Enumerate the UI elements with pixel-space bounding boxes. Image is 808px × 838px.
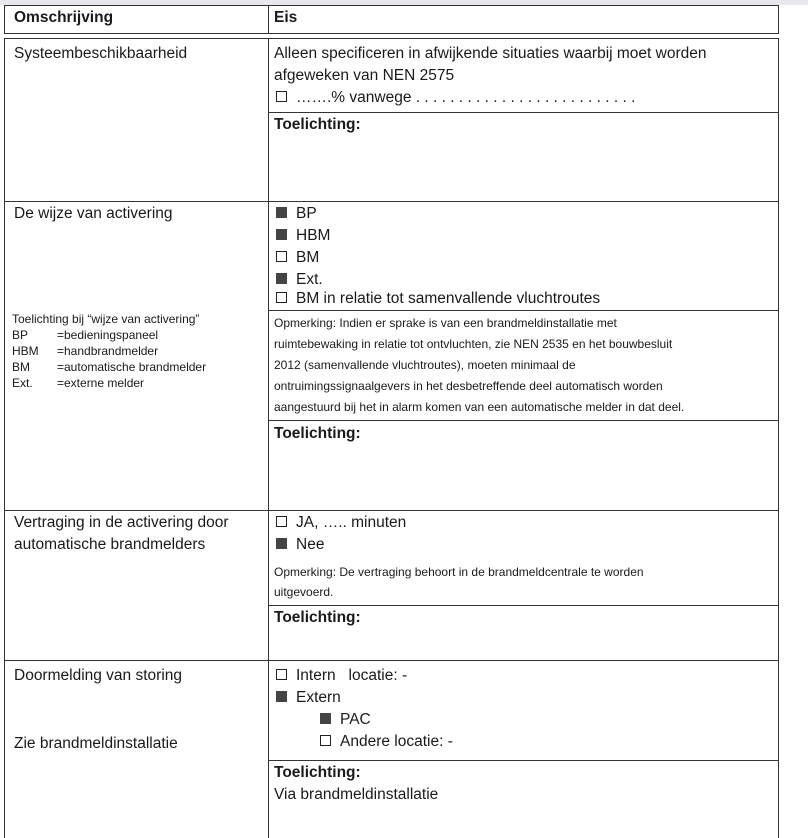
- legend-abbr: BM: [12, 360, 30, 374]
- option-bm-vluchtroutes[interactable]: [276, 288, 600, 310]
- row4-toelichting-text: Via brandmeldinstallatie: [274, 786, 439, 803]
- option-label: JA, ….. minuten: [296, 514, 407, 531]
- opmerking-line: ontruimingssignaalgevers in het desbetreffende deel automatisch worden: [274, 379, 663, 393]
- row3-toelichting-label: Toelichting:: [274, 609, 361, 626]
- option-label: BM: [296, 249, 320, 266]
- header-cell-eis: [268, 5, 779, 34]
- checkbox-empty-icon[interactable]: [320, 735, 331, 746]
- checkbox-empty-icon[interactable]: [276, 251, 287, 262]
- checkbox-checked-icon[interactable]: [276, 229, 287, 240]
- legend-title: Toelichting bij “wijze van activering”: [12, 312, 200, 326]
- legend-item: [12, 360, 206, 376]
- row4-note: Zie brandmeldinstallatie: [14, 735, 178, 752]
- row1-option-label: …….% vanwege . . . . . . . . . . . . . . . . . . . . . . . . . .: [296, 89, 636, 106]
- option-bp[interactable]: [276, 203, 317, 225]
- legend-item: [12, 344, 158, 360]
- checkbox-checked-icon[interactable]: [276, 691, 287, 702]
- row1-toelichting-label: Toelichting:: [274, 116, 361, 133]
- option-label: Intern locatie: -: [296, 667, 408, 684]
- row4-toelichting-label: Toelichting:: [274, 764, 361, 781]
- checkbox-empty-icon[interactable]: [276, 516, 287, 527]
- row2-toelichting-label: Toelichting:: [274, 425, 361, 442]
- opmerking-line: 2012 (samenvallende vluchtroutes), moeten minimaal de: [274, 358, 576, 372]
- legend-def: =bedieningspaneel: [57, 328, 159, 342]
- opmerking-line: uitgevoerd.: [274, 585, 334, 599]
- checkbox-empty-icon[interactable]: [276, 669, 287, 680]
- row1-eis-line1: Alleen specificeren in afwijkende situaties waarbij moet worden: [274, 45, 707, 62]
- option-bm[interactable]: [276, 247, 319, 269]
- header-omschrijving: Omschrijving: [14, 9, 114, 26]
- row1-label: Systeembeschikbaarheid: [14, 45, 188, 62]
- row3-label-line1: Vertraging in de activering door: [14, 514, 229, 531]
- option-label: Nee: [296, 536, 325, 553]
- checkbox-empty-icon[interactable]: [276, 292, 287, 303]
- legend-abbr: BP: [12, 328, 29, 342]
- legend-def: =handbrandmelder: [57, 344, 159, 358]
- option-intern[interactable]: [276, 665, 407, 687]
- header-eis: Eis: [274, 9, 298, 26]
- checkbox-empty-icon[interactable]: [276, 91, 287, 102]
- opmerking-line: Opmerking: De vertraging behoort in de brandmeldcentrale te worden: [274, 565, 644, 579]
- option-nee[interactable]: [276, 534, 324, 556]
- row2-label: De wijze van activering: [14, 205, 173, 222]
- option-label: PAC: [340, 711, 371, 728]
- opmerking-line: aangestuurd bij het in alarm komen van een automatische melder in dat deel.: [274, 400, 685, 414]
- option-label: Ext.: [296, 271, 323, 288]
- option-label: BP: [296, 205, 317, 222]
- legend-item: [12, 328, 158, 344]
- checkbox-checked-icon[interactable]: [276, 207, 287, 218]
- option-ja[interactable]: [276, 512, 406, 534]
- option-label: Andere locatie: -: [340, 733, 453, 750]
- checkbox-checked-icon[interactable]: [276, 273, 287, 284]
- option-hbm[interactable]: [276, 225, 330, 247]
- legend-def: =externe melder: [57, 376, 145, 390]
- checkbox-checked-icon[interactable]: [276, 538, 287, 549]
- checkbox-checked-icon[interactable]: [320, 713, 331, 724]
- option-label: Extern: [296, 689, 341, 706]
- option-label: BM in relatie tot samenvallende vluchtroutes: [296, 290, 601, 307]
- option-pac[interactable]: [320, 709, 371, 731]
- option-extern[interactable]: [276, 687, 341, 709]
- opmerking-line: Opmerking: Indien er sprake is van een brandmeldinstallatie met: [274, 316, 617, 330]
- legend-item: [12, 376, 144, 392]
- row1-eis-line2: afgeweken van NEN 2575: [274, 67, 455, 84]
- row3-label-line2: automatische brandmelders: [14, 536, 206, 553]
- opmerking-line: ruimtebewaking in relatie tot ontvluchten, zie NEN 2535 en het bouwbesluit: [274, 337, 673, 351]
- legend-def: =automatische brandmelder: [57, 360, 207, 374]
- legend-abbr: Ext.: [12, 376, 33, 390]
- legend-abbr: HBM: [12, 344, 39, 358]
- row4-label: Doormelding van storing: [14, 667, 183, 684]
- option-andere-locatie[interactable]: [320, 731, 453, 753]
- option-label: HBM: [296, 227, 331, 244]
- row1-option[interactable]: [276, 87, 635, 109]
